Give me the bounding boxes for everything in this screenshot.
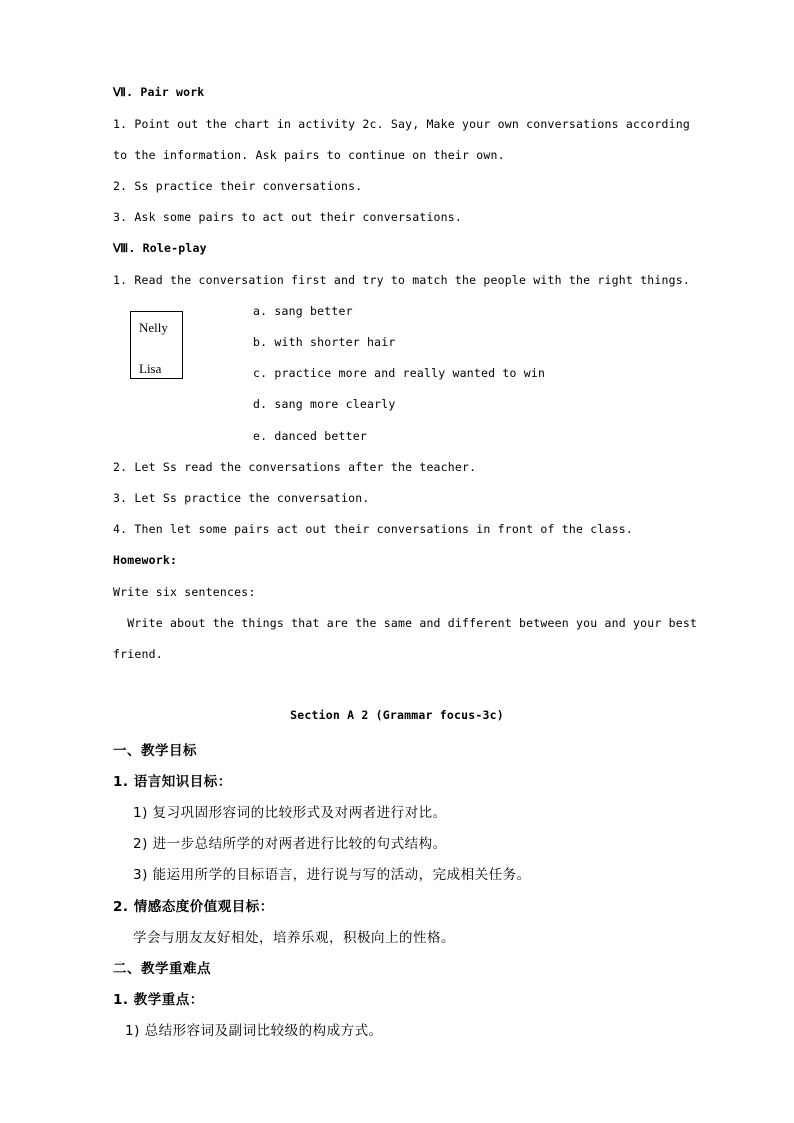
section-8-step-3: 3. Let Ss practice the conversation. [113,491,370,505]
section-8-step-1: 1. Read the conversation first and try to match the people with the right things. [113,273,691,287]
section-7-step-1-line-2: to the information. Ask pairs to continue on their own. [113,148,505,162]
name-lisa: Lisa [139,361,162,376]
match-option-d: d. sang more clearly [253,397,396,411]
heading-teaching-goals: 一、教学目标 [113,743,197,759]
heading-language-knowledge-goals: 1. 语言知识目标： [113,774,232,790]
section-8-step-4: 4. Then let some pairs act out their conversations in front of the class. [113,522,634,536]
attitude-goal: 学会与朋友友好相处，培养乐观，积极向上的性格。 [133,930,455,946]
name-nelly: Nelly [139,320,168,335]
section-7-heading: Ⅶ. Pair work [113,85,205,99]
section-8-step-2: 2. Let Ss read the conversations after the teacher. [113,460,477,474]
goal-3: 3) 能运用所学的目标语言，进行说与写的活动，完成相关任务。 [133,867,531,883]
homework-heading: Homework: [113,553,178,567]
homework-line-2: Write about the things that are the same and different between you and your best [113,616,698,630]
match-option-e: e. danced better [253,429,367,443]
section-7-step-3: 3. Ask some pairs to act out their conversations. [113,210,463,224]
section-7-step-1-line-1: 1. Point out the chart in activity 2c. Say, Make your own conversations according [113,117,691,131]
heading-key-difficult-points: 二、教学重难点 [113,961,211,977]
heading-attitude-goals: 2. 情感态度价值观目标： [113,899,274,915]
goal-1: 1) 复习巩固形容词的比较形式及对两者进行对比。 [133,805,447,821]
homework-line-3: friend. [113,647,163,661]
section-7-step-2: 2. Ss practice their conversations. [113,179,363,193]
key-point-1: 1) 总结形容词及副词比较级的构成方式。 [125,1023,383,1039]
goal-2: 2) 进一步总结所学的对两者进行比较的句式结构。 [133,836,447,852]
section-a2-title: Section A 2 (Grammar focus-3c) [290,708,504,722]
match-option-a: a. sang better [253,304,353,318]
heading-key-points: 1. 教学重点： [113,992,204,1008]
homework-line-1: Write six sentences: [113,585,256,599]
match-option-b: b. with shorter hair [253,335,396,349]
section-8-heading: Ⅷ. Role-play [113,241,207,255]
match-option-c: c. practice more and really wanted to win [253,366,546,380]
